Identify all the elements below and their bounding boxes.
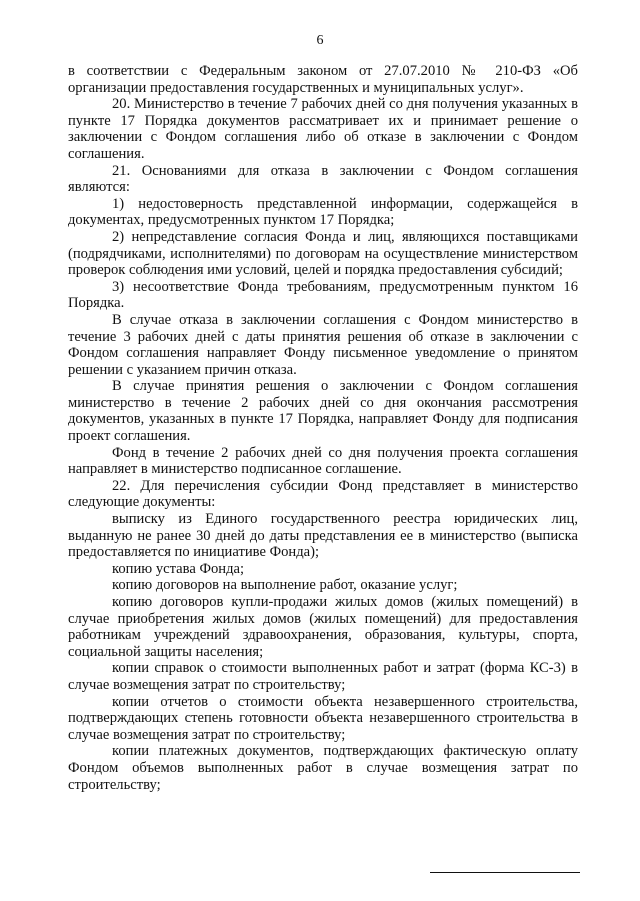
- paragraph-agreement-decision: В случае принятия решения о заключении с Фондом соглашения министерство в течение 2 рабочих дней со дня окончания рассмотрения документов, указанных в пункте 17 Порядка, направляет Фонду для подписания проект соглашения.: [68, 378, 578, 445]
- paragraph-clause-22: 22. Для перечисления субсидии Фонд представляет в министерство следующие документы:: [68, 477, 578, 511]
- list-item-document-purchase-contracts: копию договоров купли-продажи жилых домов (жилых помещений) в случае приобретения жилых домов (жилых помещений) для предоставления работникам учреждений здравоохранения, образования, культуры, спорта, социальной защиты населения;: [68, 594, 578, 660]
- list-item-refusal-2: 2) непредставление согласия Фонда и лиц, являющихся поставщиками (подрядчиками, исполнителями) по договорам на осуществление министерством проверок соблюдения ими условий, целей и порядка предоставления субсидий;: [68, 228, 578, 279]
- document-body: [68, 63, 578, 793]
- list-item-document-payment-documents: копии платежных документов, подтверждающих фактическую оплату Фондом объемов выполненных работ в случае возмещения затрат по строительству;: [68, 743, 578, 793]
- paragraph-intro-continuation: в соответствии с Федеральным законом от 27.07.2010 № 210-ФЗ «Об организации предоставления государственных и муниципальных услуг».: [68, 63, 578, 96]
- paragraph-signed-agreement: Фонд в течение 2 рабочих дней со дня получения проекта соглашения направляет в министерство подписанное соглашение.: [68, 444, 578, 478]
- list-item-document-registry-extract: выписку из Единого государственного реестра юридических лиц, выданную не ранее 30 дней до даты представления ее в министерство (выписка предоставляется по инициативе Фонда);: [68, 511, 578, 561]
- list-item-refusal-3: 3) несоответствие Фонда требованиям, предусмотренным пунктом 16 Порядка.: [68, 278, 578, 312]
- paragraph-clause-20: 20. Министерство в течение 7 рабочих дней со дня получения указанных в пункте 17 Порядка документов рассматривает их и принимает решение о заключении с Фондом соглашения либо об отказе в заключении с Фондом соглашения.: [68, 96, 578, 162]
- list-item-document-ks3-certificates: копии справок о стоимости выполненных работ и затрат (форма КС-3) в случае возмещения затрат по строительству;: [68, 660, 578, 693]
- page-number: 6: [316, 33, 324, 48]
- footer-rule: [430, 872, 580, 873]
- paragraph-clause-21: 21. Основаниями для отказа в заключении с Фондом соглашения являются:: [68, 162, 578, 196]
- list-item-document-work-contracts: копию договоров на выполнение работ, оказание услуг;: [112, 577, 458, 594]
- paragraph-refusal-notice: В случае отказа в заключении соглашения с Фондом министерство в течение 3 рабочих дней с даты принятия решения об отказе в заключении с Фондом соглашения направляет Фонду письменное уведомление о принятом решении с указанием причин отказа.: [68, 311, 578, 378]
- list-item-document-charter: копию устава Фонда;: [112, 560, 245, 577]
- list-item-refusal-1: 1) недостоверность представленной информации, содержащейся в документах, предусмотренных пунктом 17 Порядка;: [68, 195, 578, 229]
- list-item-document-unfinished-construction-reports: копии отчетов о стоимости объекта незавершенного строительства, подтверждающих степень готовности объекта незавершенного строительства в случае возмещения затрат по строительству;: [68, 693, 578, 743]
